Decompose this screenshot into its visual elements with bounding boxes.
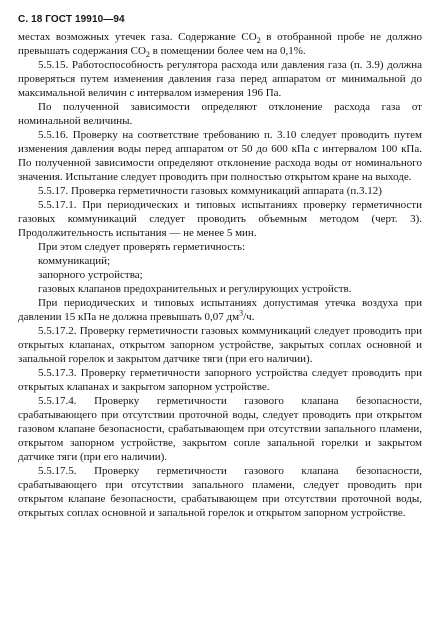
text-fragment: местах возможных утечек газа. Содержание СО <box>18 31 257 43</box>
paragraph-5-5-17-3: 5.5.17.3. Проверку герметичности запорного устройства следует проводить при открытых клапанах и закрытом запорном устройстве. <box>18 367 422 393</box>
text-fragment: /ч. <box>243 311 255 323</box>
paragraph-5-5-15: 5.5.15. Работоспособность регулятора расхода или давления газа (п. 3.9) должна проверяться путем изменения давления газа перед аппаратом от минимальной до максимальной величин с интервалом измерения 196 Па. <box>18 59 422 99</box>
subscript: 2 <box>145 50 150 60</box>
paragraph-5-5-17: 5.5.17. Проверка герметичности газовых коммуникаций аппарата (п.3.12) <box>38 185 382 197</box>
text-fragment: в отобранной пробе не должно превышать содержания СО <box>18 31 422 57</box>
list-item: газовых клапанов предохранительных и регулирующих устройств. <box>38 283 352 295</box>
paragraph-5-5-17-4: 5.5.17.4. Проверку герметичности газового клапана безопасности, срабатывающего при отсутствии проточной воды, следует проводить при открытом газовом клапане безопасности, срабатывающем при отсутствии запального пламени, открытом запорном устройстве, закрытом сопле запальной горелки и закрытом датчике тяги (при его наличии). <box>18 395 422 463</box>
list-item: коммуникаций; <box>38 255 111 267</box>
paragraph-5-5-17-5: 5.5.17.5. Проверку герметичности газового клапана безопасности, срабатывающего при отсутствии запального пламени, следует проводить при открытом клапане безопасности, срабатывающем при отсутствии проточной воды, открытых соплах основной и запальной горелок и открытом запорном устройстве. <box>18 465 422 519</box>
superscript: 3 <box>239 308 244 318</box>
paragraph-leak-rate <box>18 296 422 324</box>
paragraph-5-5-16: 5.5.16. Проверку на соответствие требованию п. 3.10 следует проводить путем изменения давления воды перед аппаратом от 50 до 600 кПа с интервалом 100 кПа. По полученной зависимости определяют отклонение расхода воды от номинального значения. Испытание следует проводить при полностью открытом кране на выходе. <box>18 129 422 183</box>
document-page <box>18 14 422 520</box>
text-fragment: в помещении более чем на 0,1%. <box>149 45 306 57</box>
subscript: 2 <box>256 36 261 46</box>
list-item: запорного устройства; <box>38 269 143 281</box>
running-header: С. 18 ГОСТ 19910—94 <box>18 14 125 25</box>
paragraph-co2 <box>18 30 422 58</box>
paragraph-check-intro: При этом следует проверять герметичность: <box>38 241 246 253</box>
paragraph-5-5-17-2: 5.5.17.2. Проверку герметичности газовых коммуникаций следует проводить при открытых клапанах, открытом запорном устройстве, закрытых соплах основной и запальной горелок и закрытом датчике тяги (при его наличии). <box>18 325 422 365</box>
paragraph-gas-deviation: По полученной зависимости определяют отклонение расхода газа от номинальной величины. <box>18 101 422 127</box>
paragraph-5-5-17-1: 5.5.17.1. При периодических и типовых испытаниях проверку герметичности газовых коммуникаций следует проводить объемным методом (черт. 3). Продолжительность испытания — не менее 5 мин. <box>18 199 422 239</box>
text-fragment: При периодических и типовых испытаниях допустимая утечка воздуха при давлении 15 кПа не должна превышать 0,07 дм <box>18 297 422 323</box>
